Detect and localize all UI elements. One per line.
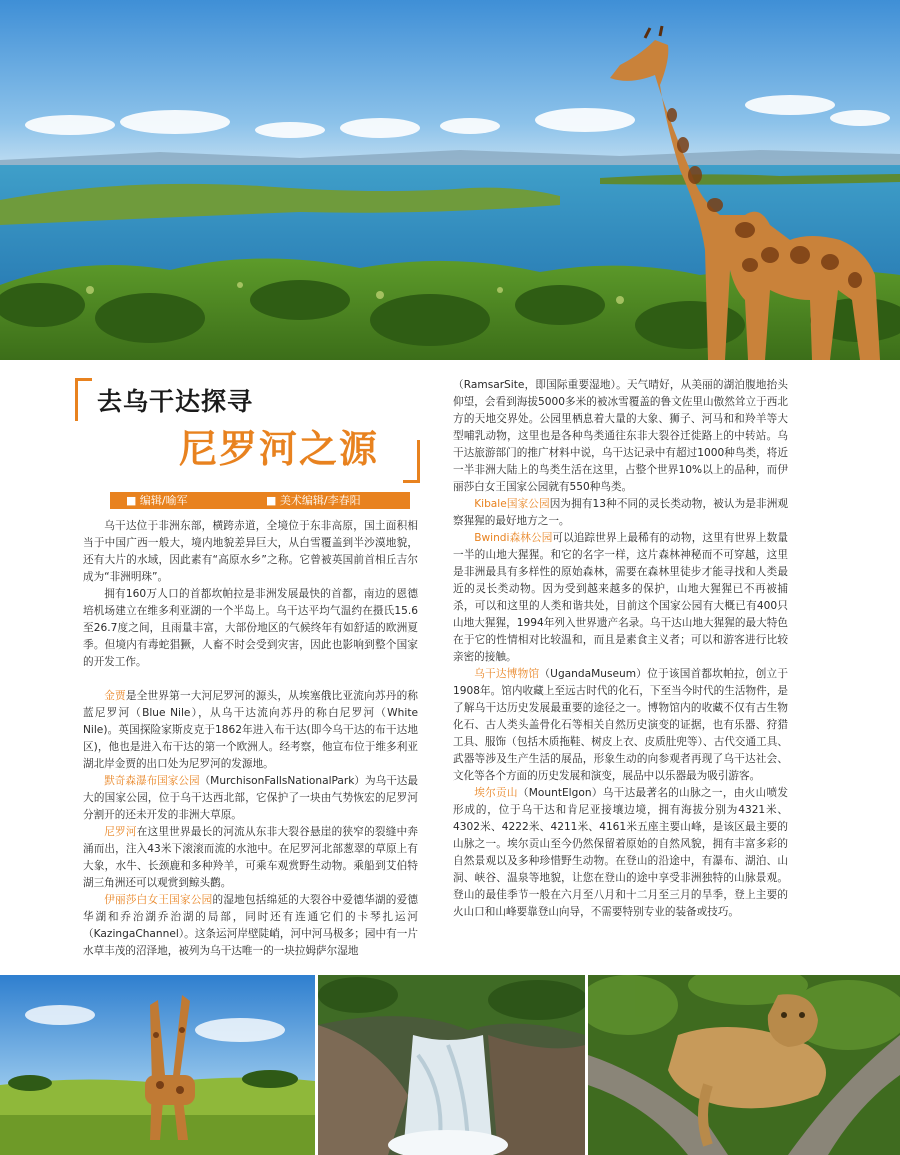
paragraph: Kibale国家公园因为拥有13种不同的灵长类动物，被认为是非洲观察猩猩的最好地方之一。 (453, 498, 788, 527)
article-column-right (453, 377, 788, 921)
highlight-term: Bwindi森林公园 (474, 532, 553, 544)
credit-editor: ■ 编辑/喻军 (126, 494, 188, 507)
paragraph: 拥有160万人口的首都坎帕拉是非洲发展最快的首都，南边的恩德培机场建立在维多利亚湖的一个半岛上。乌干达平均气温约在摄氏15.6至26.7度之间，且雨量丰富，大部份地区的气候终年有如舒适的欧洲夏季。但境内有毒蛇猖獗，人畜不时会受到灾害，因此也影响到整个国家的开发工作。 (83, 588, 418, 668)
credit-bar (110, 492, 410, 509)
title-bracket-right (403, 440, 420, 483)
highlight-term: 默奇森瀑布国家公园 (104, 775, 200, 787)
paragraph: 埃尔贡山（MountElgon）乌干达最著名的山脉之一，由火山喷发形成的，位于乌干达和肯尼亚接壤边境，拥有海拔分别为4321米、4302米、4222米、4211米、4161米五座主要山峰，是该区最主要的山脉之一。埃尔贡山至今仍然保留着原始的自然风貌，拥有丰富多彩的自然景观以及多种珍惜野生动物。在登山的沿途中，有瀑布、湖泊、山洞、峡谷、温泉等地貌，让您在登山的途中享受非洲独特的山脉景观。登山的最佳季节一般在六月至八月和十二月至三月的旱季，登上主要的火山口和山峰要靠登山向导，不需要特别专业的装备或技巧。 (453, 787, 789, 918)
credit-art-editor: ■ 美术编辑/李春阳 (266, 494, 361, 507)
highlight-term: Kibale国家公园 (474, 498, 550, 510)
paragraph: Bwindi森林公园可以追踪世界上最稀有的动物，这里有世界上数量一半的山地大猩猩。和它的名字一样，这片森林神秘而不可穿越，这里是非洲最具有多样性的原始森林，需要在森林里徒步才能寻找和人类最近的灵长类动物。因为受到越来越多的保护，山地大猩猩已不再被捕杀，可以和这里的人类和谐共处，目前这个国家公园有大概已有400只山地大猩猩，1994年列入世界遗产名录。乌干达山地大猩猩的最大特色在于它的性情相对比较温和，而且是素食主义者；可以和游客进行比较亲密的接触。 (453, 532, 788, 663)
title-line1: 去乌干达探寻 (97, 387, 254, 416)
highlight-term: 尼罗河 (104, 826, 137, 838)
article-column-left (83, 518, 418, 960)
highlight-term: 乌干达博物馆 (474, 668, 540, 680)
paragraph: 乌干达位于非洲东部，横跨赤道，全境位于东非高原，国土面积相当于中国广西一般大，境内地貌差异巨大，从白雪覆盖到半沙漠地貌，还有大片的水域，因此素有“高原水乡”之称。它曾被英国前首相丘吉尔成为“非洲明珠”。 (83, 520, 418, 583)
paragraph: 默奇森瀑布国家公园（MurchisonFallsNationalPark）为乌干达最大的国家公园，位于乌干达西北部，它保护了一块由气势恢宏的尼罗河分割开的还未开发的非洲大草原。 (83, 775, 418, 821)
paragraph: 金贾是全世界第一大河尼罗河的源头，从埃塞俄比亚流向苏丹的称蓝尼罗河（Blue Nile），从乌干达流向苏丹的称白尼罗河（White Nile)。英国探险家斯皮克于1862年进入布干达(即今乌干达的布干达地区)，他也是进入布干达的第一个欧洲人。经考察，他宣布位于维多利亚湖北岸金贾的出口处为尼罗河的发源地。 (83, 690, 419, 770)
highlight-term: 埃尔贡山 (474, 787, 518, 799)
paragraph: 尼罗河在这里世界最长的河流从东非大裂谷悬崖的狭窄的裂缝中奔涌而出，注入43米下滚滚而流的水池中。在尼罗河北部葱翠的草原上有大象，水牛、长颈鹿和多种羚羊，可乘车观赏野生动物。乘船到艾伯特湖三角洲还可以观赏到鲸头鹳。 (83, 826, 419, 889)
photo-murchison-falls (318, 975, 585, 1155)
paragraph: （RamsarSite，即国际重要湿地）。天气晴好，从美丽的湖泊腹地抬头仰望，会看到海拔5000多米的被冰雪覆盖的鲁文佐里山傲然耸立于西北方的天地交界处。公园里栖息着大量的大象、狮子、河马和和羚羊等大型哺乳动物，这里也是各种鸟类通往东非大裂谷迁徙路上的中转站。乌干达旅游部门的推广材料中说，乌干达记录中有超过1000种鸟类，将近一半非洲大陆上的鸟类生活在这里，占整个世界10%以上的品种，而伊丽莎白女王国家公园就有550种鸟类。 (453, 379, 788, 493)
paragraph: 伊丽莎白女王国家公园的湿地包括绵延的大裂谷中爱德华湖的爱德华湖和乔治湖乔治湖的局部，同时还有连通它们的卡琴扎运河（KazingaChannel）。这条运河岸壁陡峭，河中河马极多；园中有一片水草丰茂的沼泽地，被列为乌干达唯一的一块拉姆萨尔湿地 (83, 894, 419, 957)
photo-lion-in-tree (588, 975, 900, 1155)
title-block (75, 372, 420, 490)
highlight-term: 金贾 (104, 690, 126, 702)
title-bracket-left (75, 378, 92, 421)
photo-giraffes-savanna (0, 975, 315, 1155)
title-line2: 尼罗河之源 (179, 427, 380, 471)
highlight-term: 伊丽莎白女王国家公园 (104, 894, 213, 906)
paragraph: 乌干达博物馆（UgandaMuseum）位于该国首都坎帕拉，创立于1908年。馆内收藏上至远古时代的化石，下至当今时代的生活物件，是了解乌干达历史发展最重要的途径之一。博物馆内的收藏不仅有古生物化石、古人类头盖骨化石等相关自然历史演变的证据，也有乐器、狩猎工具、服饰（包括木质拖鞋、树皮上衣、皮质肚兜等）、古代交通工具、武器等涉及生产生活的展品，形象生动的向参观者再现了乌干达社会、文化等各个方面的历史发展和演变，展品中以乐器最为吸引游客。 (453, 668, 788, 782)
hero-photo-lake-giraffe (0, 0, 900, 360)
